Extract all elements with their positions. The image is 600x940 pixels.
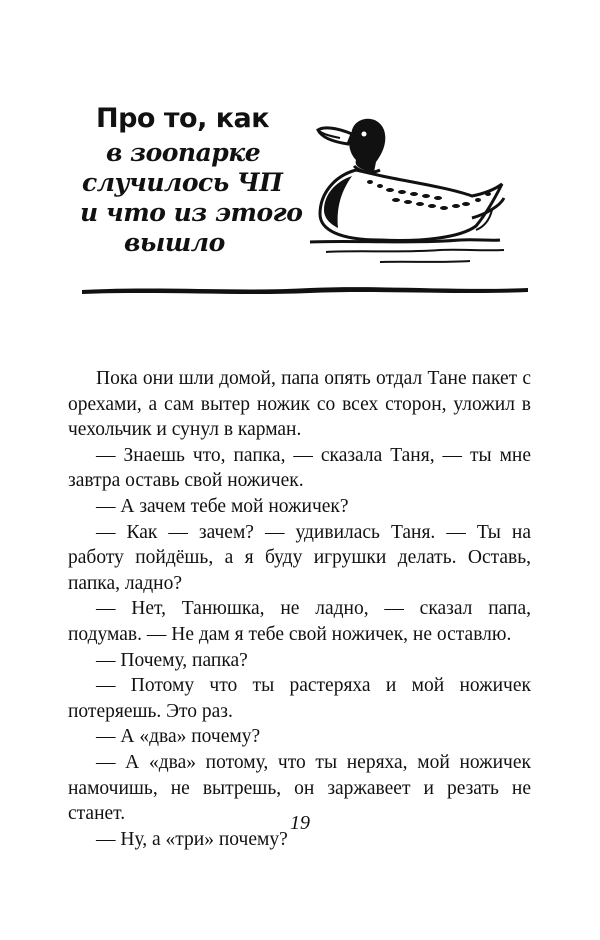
heading-line-3: случилось ЧП <box>82 168 283 197</box>
paragraph: — Нет, Танюшка, не ладно, — сказал папа, подумав. — Не дам я тебе свой ножичек, не оставлю. <box>68 598 531 645</box>
paragraph: — А зачем тебе мой ножичек? <box>96 495 349 517</box>
body-text <box>68 366 531 852</box>
paragraph: — Потому что ты растеряха и мой ножичек потеряешь. Это раз. <box>68 675 531 722</box>
paragraph: — Как — зачем? — удивилась Таня. — Ты на работу пойдёшь, а я буду игрушки делать. Оставь, папка, ладно? <box>68 521 531 594</box>
heading-line-1: Про то, как <box>96 103 270 134</box>
paragraph: — А «два» почему? <box>96 726 261 748</box>
paragraph: — А «два» потому, что ты неряха, мой ножичек намочишь, не вытрешь, он заржавеет и резать не станет. <box>68 751 531 825</box>
heading-line-4: и что из этого <box>80 198 303 227</box>
heading-line-2: в зоопарке <box>106 138 261 167</box>
chapter-heading <box>80 100 310 258</box>
paragraph: — Ну, а «три» почему? <box>96 828 288 850</box>
paragraph: — Знаешь что, папка, — сказала Таня, — ты мне завтра оставь свой ножичек. <box>68 444 531 492</box>
paragraph: — Почему, папка? <box>96 649 248 671</box>
duck-illustration <box>290 110 520 290</box>
heading-rule <box>80 280 530 300</box>
page-number: 19 <box>290 812 310 834</box>
paragraph: Пока они шли домой, папа опять отдал Тане пакет с орехами, а сам вытер ножик со всех сторон, уложил в чехольчик и сунул в карман. <box>68 368 531 441</box>
heading-line-5: вышло <box>124 228 225 257</box>
